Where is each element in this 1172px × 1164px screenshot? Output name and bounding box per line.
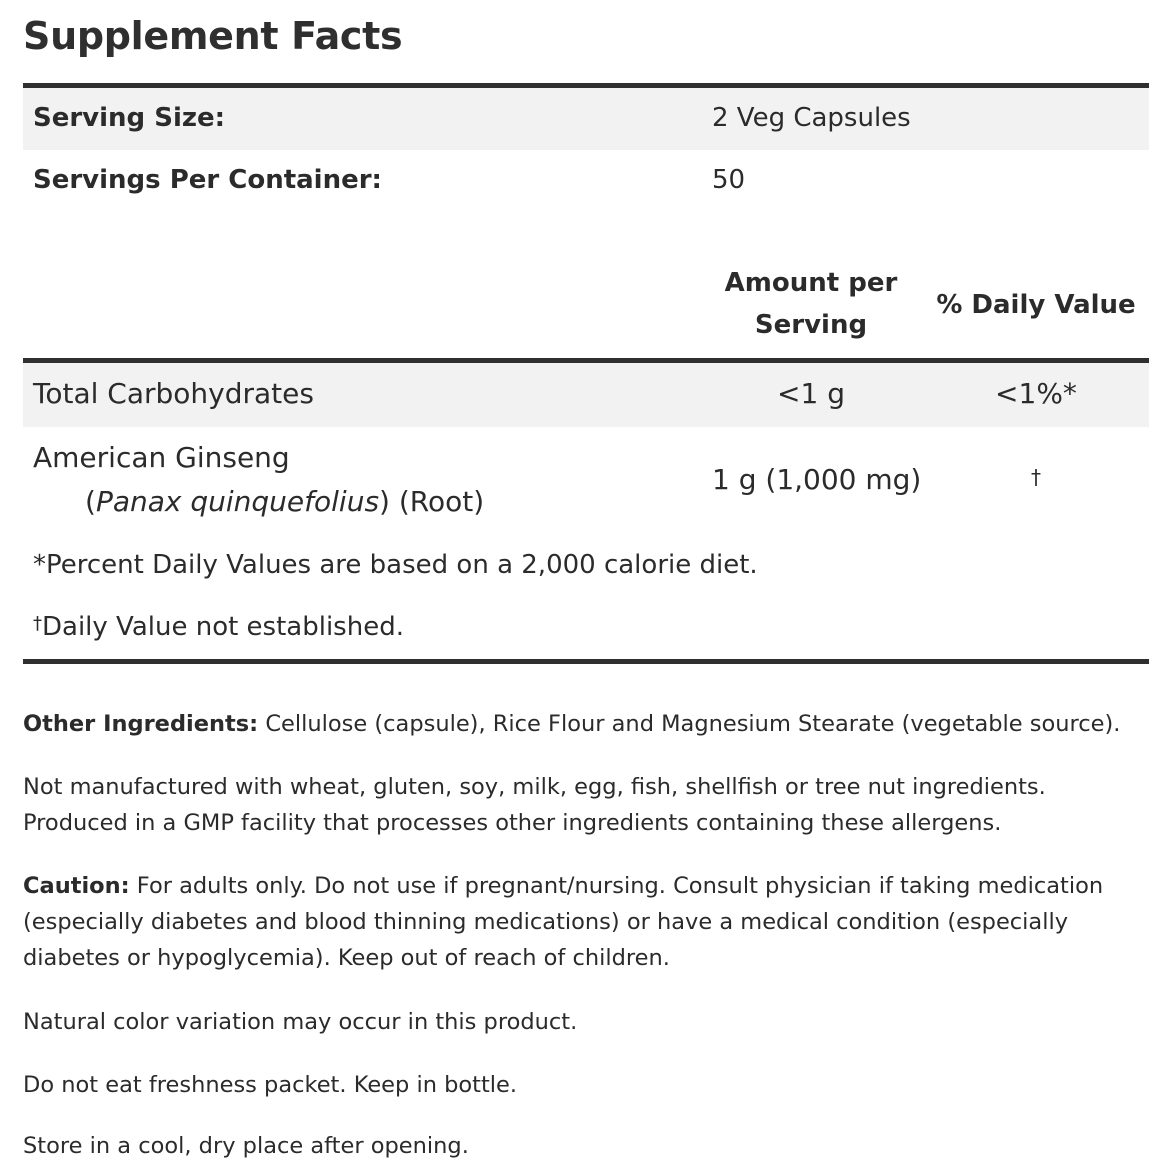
nutrient-row — [23, 427, 1149, 527]
nutrient-daily-value: <1%* — [995, 377, 1077, 410]
amount-per-serving-header — [712, 262, 910, 346]
other-ingredients-text: Cellulose (capsule), Rice Flour and Magnesium Stearate (vegetable source). — [258, 711, 1121, 737]
note-storage: Store in a cool, dry place after opening. — [23, 1133, 469, 1159]
note-color-variation: Natural color variation may occur in this product. — [23, 1009, 578, 1035]
dagger-footnote — [33, 612, 404, 642]
note-freshness-packet: Do not eat freshness packet. Keep in bottle. — [23, 1072, 518, 1098]
nutrient-name: Total Carbohydrates — [33, 377, 314, 410]
other-ingredients-label: Other Ingredients: — [23, 711, 259, 737]
bottom-rule — [23, 659, 1149, 664]
nutrient-row — [23, 363, 1149, 427]
amount-header-line2: Serving — [754, 310, 868, 340]
nutrient-name: American Ginseng — [33, 441, 290, 474]
dagger-mark: † — [33, 613, 42, 634]
servings-per-container-value: 50 — [712, 165, 746, 195]
nutrient-amount: <1 g — [777, 377, 845, 410]
serving-size-value: 2 Veg Capsules — [712, 103, 911, 133]
serving-size-label: Serving Size: — [33, 103, 226, 133]
serving-size-row — [23, 88, 1149, 150]
botanical-italic: Panax quinquefolius — [95, 485, 380, 518]
daily-value-header: % Daily Value — [936, 290, 1136, 320]
nutrient-amount: 1 g (1,000 mg) — [712, 463, 922, 496]
page-title: Supplement Facts — [23, 14, 403, 58]
caution-label: Caution: — [23, 873, 130, 899]
column-header-row — [23, 262, 1149, 358]
paren-open: ( — [85, 485, 96, 518]
servings-per-container-label: Servings Per Container: — [33, 165, 382, 195]
part-used: ) (Root) — [379, 485, 485, 518]
nutrient-botanical-name — [85, 485, 484, 518]
amount-header-line1: Amount per — [724, 268, 898, 298]
servings-per-container-row — [23, 150, 1149, 212]
other-ingredients — [23, 706, 1149, 742]
caution-text: For adults only. Do not use if pregnant/nursing. Consult physician if taking medication (especially diabetes and blood thinning medications) or have a medical condition (especially diabetes or hypoglycemia). Keep out of reach of children. — [23, 873, 1104, 971]
caution-statement — [23, 868, 1149, 976]
allergen-statement: Not manufactured with wheat, gluten, soy, milk, egg, fish, shellfish or tree nut ingredients. Produced in a GMP facility that processes other ingredients containing these allergens. — [23, 774, 1046, 836]
percent-daily-footnote: *Percent Daily Values are based on a 2,000 calorie diet. — [33, 550, 758, 580]
nutrient-daily-value: † — [1031, 465, 1041, 489]
dagger-text: Daily Value not established. — [42, 612, 404, 642]
